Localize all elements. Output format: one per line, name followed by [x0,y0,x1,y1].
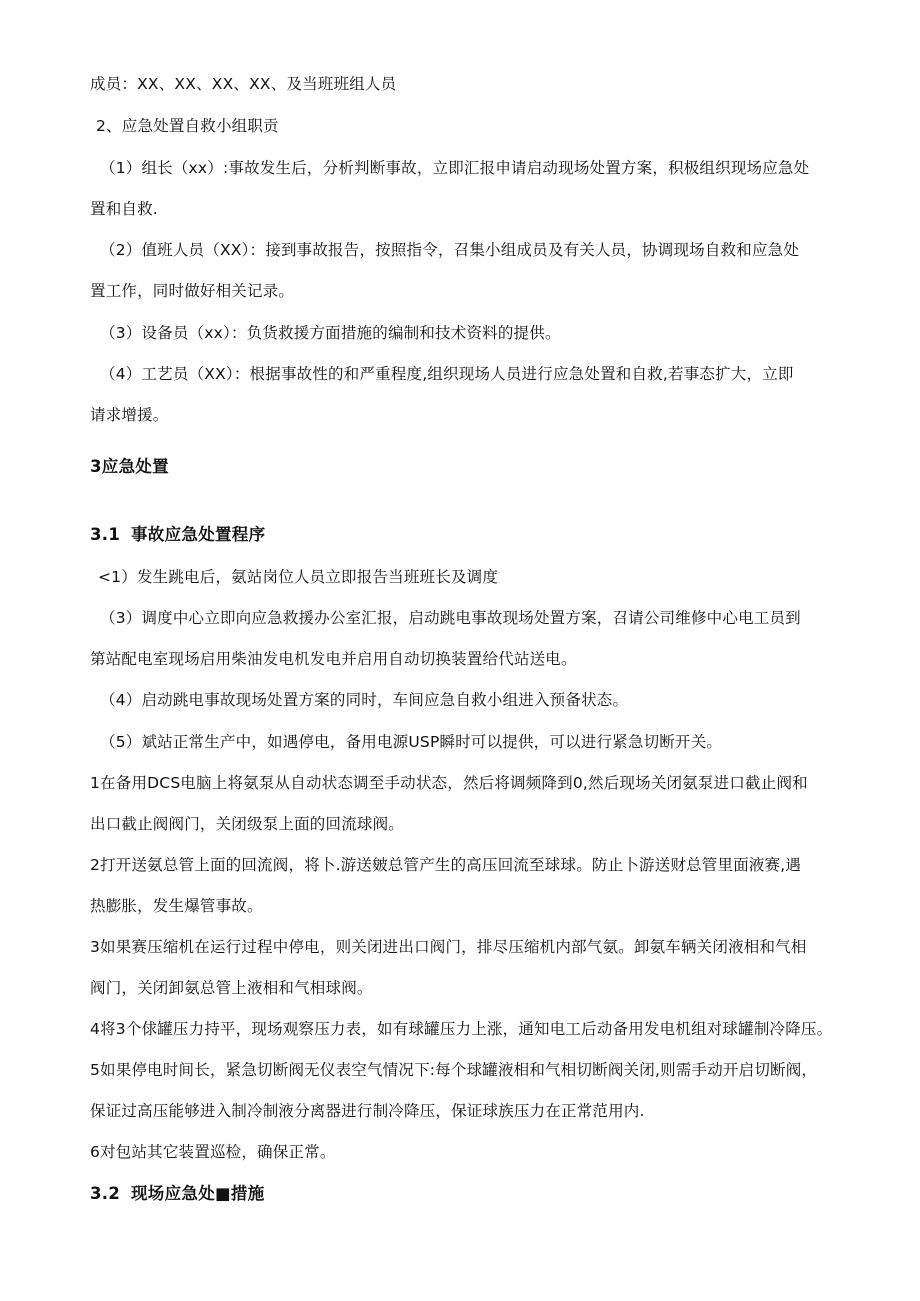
item-2-line-1: 2打开送氨总管上面的回流阀，将卜.游送皴总管产生的高压回流至球球。防止卜游送财总管里面液赛,遇 [90,856,802,874]
section-3-2-title: 现场应急处■措施 [131,1184,265,1203]
step-3-line-1: （3）调度中心立即向应急救援办公室汇报，启动跳电事故现场处置方案，召请公司维修中心电工员到 [100,609,801,627]
members-line: 成员：XX、XX、XX、XX、及当班班组人员 [90,75,397,93]
item-3-line-2: 阀门，关闭卸氨总管上液相和气相球阀。 [90,979,373,997]
item-5-line-1: 5如果停电时间长，紧急切断阀无仪表空气情况下:每个球罐液相和气相切断阀关闭,则需手动开启切断阀， [90,1061,818,1079]
duty-staff-line-1: （2）值班人员（XX）：接到事故报告，按照指令，召集小组成员及有关人员，协调现场自救和应急处 [100,241,800,259]
step-1-line: <1）发生跳电后，氨站岗位人员立即报告当班班长及调度 [98,568,499,586]
step-5-line: （5）斌站正常生产中，如遇停电，备用电源USP瞬时可以提供，可以进行紧急切断开关。 [100,733,723,751]
process-staff-line-2: 请求增援。 [90,406,169,424]
section-3-2-number: 3.2 [90,1184,121,1203]
process-staff-line-1: （4）工艺员（XX）：根据事故性的和严重程度,组织现场人员进行应急处置和自救,若事态扩大，立即 [100,365,794,383]
item-4-line: 4将3个俅罐压力持平，现场观察压力表，如有球罐压力上涨，通知电工后动备用发电机组对球罐制冷降压。 [90,1020,833,1038]
step-4-line: （4）启动跳电事故现场处置方案的同时，车间应急自救小组进入预备状态。 [100,691,629,709]
duty-staff-line-2: 置工作，同时做好相关记录。 [90,282,295,300]
section-3-1-title: 事故应急处置程序 [131,525,266,544]
item-1-line-1: 1在备用DCS电脑上将氨泵从自动状态调至手动状态，然后将调频降到0,然后现场关闭氨泵进口截止阀和 [90,774,808,792]
item-2-line-2: 热膨胀，发生爆管事故。 [90,897,263,915]
leader-duty-line-2: 置和自救. [90,200,158,218]
step-3-line-2: 第站配电室现场启用柴油发电机发电并启用自动切换装置给代站送电。 [90,650,577,668]
item-5-line-2: 保证过高压能够进入制冷制液分离器进行制冷降压，保证球族压力在正常范用内. [90,1102,645,1120]
item-1-line-2: 出口截止阀阀门，关闭级泵上面的回流球阀。 [90,815,405,833]
equipment-staff-line: （3）设备员（xx）：负货救援方面措施的编制和技术资料的提供。 [100,324,561,342]
item-3-line-1: 3如果赛压缩机在运行过程中停电，则关闭进出口阀门，排尽压缩机内部气氨。卸氨车辆关闭液相和气相 [90,938,807,956]
duties-title: 2、应急处置自救小组职贡 [96,117,279,135]
item-6-line: 6对包站其它装置巡检，确保正常。 [90,1143,336,1161]
section-3-title: 3应急处置 [90,457,169,476]
section-3-1-number: 3.1 [90,525,121,544]
leader-duty-line-1: （1）组长（xx）:事故发生后，分析判断事故，立即汇报申请启动现场处置方案，积极组织现场应急处 [100,159,810,177]
